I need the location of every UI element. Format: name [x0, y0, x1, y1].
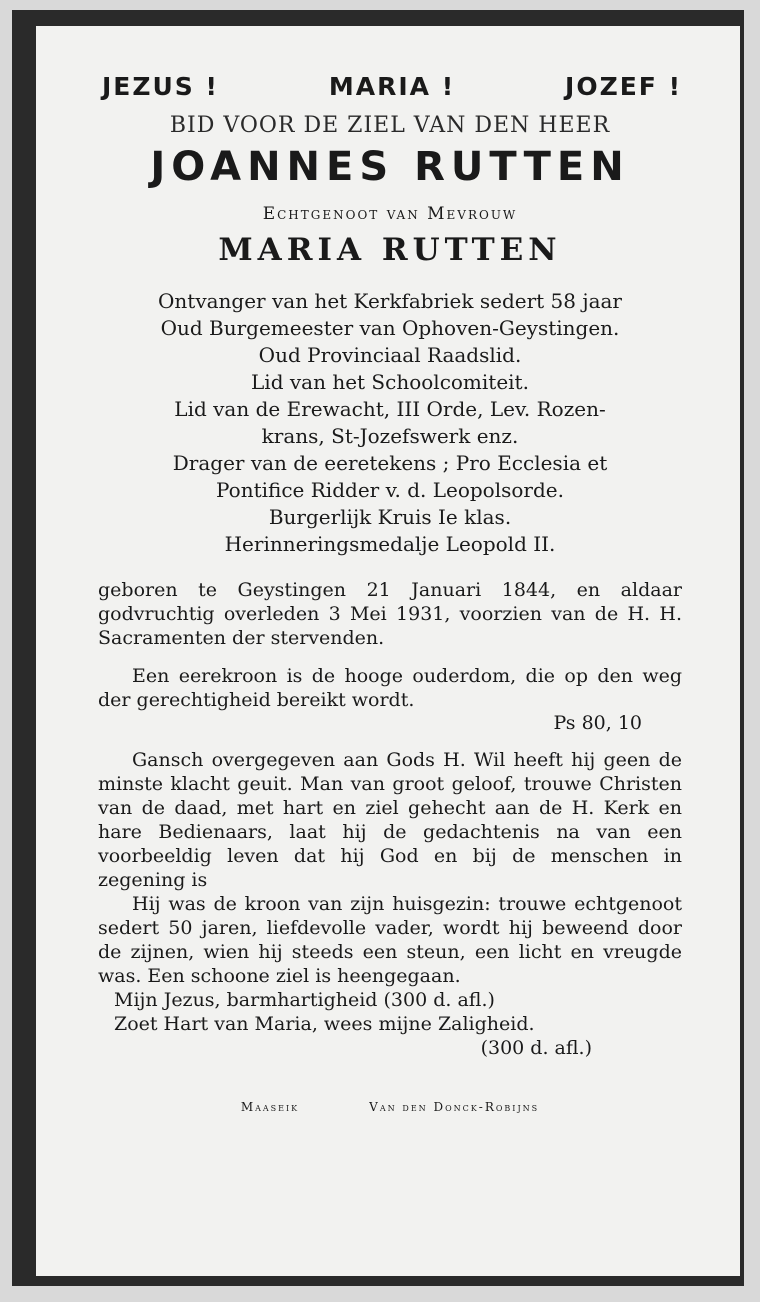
tribute-paragraph-2: Hij was de kroon van zijn huisgezin: trouwe echtgenoot sedert 50 jaren, liefdevolle vader, wordt hij beweend door de zijnen, wien hij steeds een steun, een licht en vreugde was. Een schoone ziel is heengegaan.	[98, 893, 682, 987]
prayer-2: Zoet Hart van Maria, wees mijne Zaligheid.	[114, 1013, 535, 1035]
prayer-1: Mijn Jezus, barmhartigheid (300 d. afl.)	[114, 989, 495, 1011]
invocation-jozef: JOZEF !	[565, 72, 682, 101]
invocation-maria: MARIA !	[328, 72, 456, 101]
deceased-name: JOANNES RUTTEN	[150, 144, 630, 190]
invocation	[102, 72, 682, 101]
title-line: Burgerlijk Kruis Ie klas.	[268, 505, 512, 529]
title-line: Drager van de eeretekens ; Pro Ecclesia et	[172, 451, 608, 475]
prayer-2-indulgence: (300 d. afl.)	[480, 1037, 592, 1059]
tribute-paragraph-1: Gansch overgegeven aan Gods H. Wil heeft hij geen de minste klacht geuit. Man van groot geloof, trouwe Christen van de daad, met hart en ziel gehecht aan de H. Kerk en hare Bedienaars, laat hij de gedachtenis na van een voorbeeldig leven dat hij God en bij de menschen in zegening is	[98, 749, 682, 891]
bid-line: BID VOOR DE ZIEL VAN DEN HEER	[169, 113, 611, 138]
title-line: Oud Burgemeester van Ophoven-Geystingen.	[160, 316, 620, 340]
title-line: krans, St-Jozefswerk enz.	[261, 424, 519, 448]
titles-list	[98, 288, 682, 558]
title-line: Oud Provinciaal Raadslid.	[258, 343, 522, 367]
birth-death-text: geboren te Geystingen 21 Januari 1844, en aldaar godvruchtig overleden 3 Mei 1931, voorzien van de H. H. Sacramenten der stervenden.	[98, 579, 682, 649]
printer-name: Van den Donck-Robijns	[369, 1100, 540, 1114]
invocation-jezus: JEZUS !	[102, 72, 219, 101]
mourning-card	[36, 26, 740, 1276]
printer-city: Maaseik	[240, 1100, 300, 1114]
mourning-card-border	[12, 10, 744, 1286]
title-line: Lid van het Schoolcomiteit.	[251, 370, 529, 394]
title-line: Pontifice Ridder v. d. Leopolsorde.	[216, 478, 564, 502]
scripture-reference: Ps 80, 10	[553, 712, 642, 734]
printer-imprint	[98, 1100, 682, 1114]
title-line: Herinneringsmedalje Leopold II.	[224, 532, 556, 556]
spouse-name: MARIA RUTTEN	[218, 232, 562, 268]
title-line: Lid van de Erewacht, III Orde, Lev. Rozen-	[174, 397, 606, 421]
spouse-label: Echtgenoot van Mevrouw	[262, 204, 518, 224]
scripture-quote: Een eerekroon is de hooge ouderdom, die op den weg der gerechtigheid bereikt wordt.	[98, 665, 682, 711]
title-line: Ontvanger van het Kerkfabriek sedert 58 jaar	[158, 289, 622, 313]
